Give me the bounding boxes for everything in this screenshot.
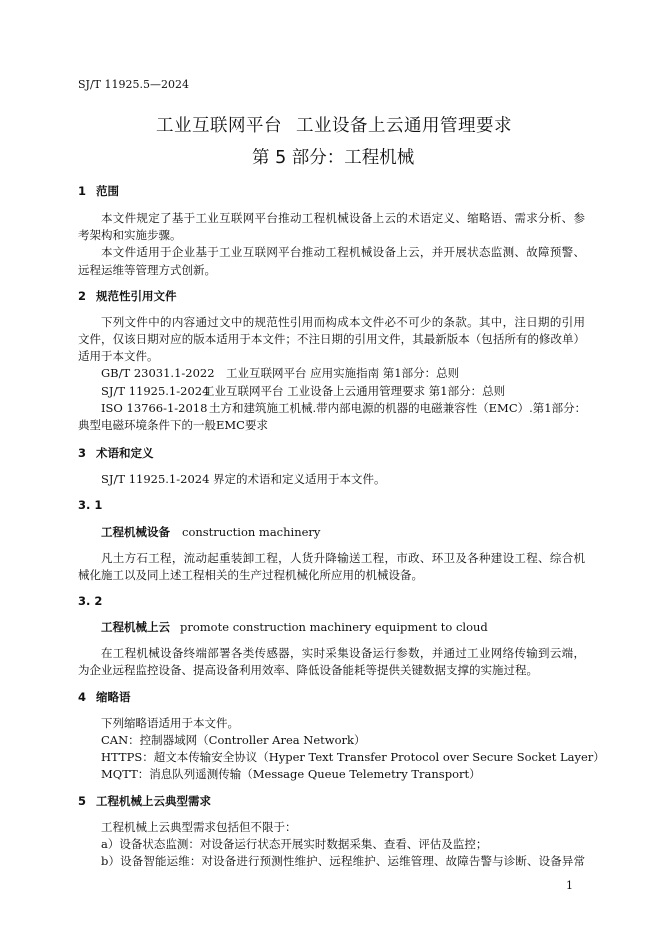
- section-5-number: 5: [78, 794, 87, 808]
- s2-p1-line1: 下列文件中的内容通过文中的规范性引用而构成本文件必不可少的条款。其中，注日期的引用: [101, 315, 585, 329]
- s5-item-b: b）设备智能运维：对设备进行预测性维护、远程维护、运维管理、故障告警与诊断、设备异常: [101, 854, 585, 868]
- ref-3-line2: 典型电磁环境条件下的一般EMC要求: [78, 418, 268, 432]
- term-3-2-def-line1: 在工程机械设备终端部署各类传感器，实时采集设备运行参数，并通过工业网络传输到云端，: [101, 646, 585, 660]
- standard-number: SJ/T 11925.5—2024: [78, 78, 189, 91]
- section-3-heading: 术语和定义: [96, 446, 154, 460]
- title-line2: 第 5 部分：工程机械: [252, 148, 415, 168]
- section-2-number: 2: [78, 289, 87, 303]
- section-1-number: 1: [78, 184, 87, 198]
- ref-2-title: 工业互联网平台 工业设备上云通用管理要求 第1部分：总则: [203, 384, 506, 398]
- s1-p1-line2: 考架构和实施步骤。: [78, 228, 182, 242]
- page-number: 1: [566, 879, 573, 892]
- s3-intro: SJ/T 11925.1-2024 界定的术语和定义适用于本文件。: [101, 472, 386, 486]
- ref-3-code: ISO 13766-1-2018: [101, 401, 208, 415]
- ref-1-title: 工业互联网平台 应用实施指南 第1部分：总则: [226, 366, 460, 380]
- section-3-number: 3: [78, 446, 87, 460]
- section-2-heading: 规范性引用文件: [96, 289, 177, 303]
- s1-p1-line1: 本文件规定了基于工业互联网平台推动工程机械设备上云的术语定义、缩略语、需求分析、参: [101, 211, 585, 225]
- abbr-mqtt: MQTT：消息队列遥测传输（Message Queue Telemetry Transport）: [101, 767, 481, 781]
- ref-1-code: GB/T 23031.1-2022: [101, 366, 215, 380]
- term-3-2-en: promote construction machinery equipment to cloud: [180, 620, 488, 634]
- term-3-1-en: construction machinery: [182, 525, 321, 539]
- section-4-heading: 缩略语: [96, 690, 131, 704]
- ref-3-title: 土方和建筑施工机械.带内部电源的机器的电磁兼容性（EMC）.第1部分：: [209, 401, 587, 415]
- section-4-number: 4: [78, 690, 87, 704]
- term-3-2-cn: 工程机械上云: [101, 620, 170, 634]
- title-line1-left: 工业互联网平台: [156, 116, 282, 136]
- ref-2-code: SJ/T 11925.1-2024: [101, 384, 210, 398]
- term-3-1-number: 3. 1: [78, 498, 103, 512]
- s5-intro: 工程机械上云典型需求包括但不限于：: [101, 820, 297, 834]
- section-1-heading: 范围: [96, 184, 119, 198]
- section-5-heading: 工程机械上云典型需求: [96, 794, 211, 808]
- s1-p2-line1: 本文件适用于企业基于工业互联网平台推动工程机械设备上云，并开展状态监测、故障预警、: [101, 245, 585, 259]
- term-3-1-cn: 工程机械设备: [101, 525, 170, 539]
- s5-item-a: a）设备状态监测：对设备运行状态开展实时数据采集、查看、评估及监控；: [101, 837, 488, 851]
- term-3-1-def-line2: 械化施工以及同上述工程相关的生产过程机械化所应用的机械设备。: [78, 568, 423, 582]
- abbr-can: CAN：控制器域网（Controller Area Network）: [101, 733, 366, 747]
- s4-intro: 下列缩略语适用于本文件。: [101, 716, 239, 730]
- s1-p2-line2: 远程运维等管理方式创新。: [78, 263, 216, 277]
- title-line1-right: 工业设备上云通用管理要求: [296, 116, 512, 136]
- s2-p1-line2: 文件，仅该日期对应的版本适用于本文件；不注日期的引用文件，其最新版本（包括所有的修改单）: [78, 332, 585, 346]
- term-3-2-def-line2: 为企业远程监控设备、提高设备利用效率、降低设备能耗等提供关键数据支撑的实施过程。: [78, 663, 538, 677]
- term-3-2-number: 3. 2: [78, 594, 103, 608]
- term-3-1-def-line1: 凡土方石工程，流动起重装卸工程，人货升降输送工程，市政、环卫及各种建设工程、综合机: [101, 551, 585, 565]
- abbr-https: HTTPS：超文本传输安全协议（Hyper Text Transfer Protocol over Secure Socket Layer）: [101, 750, 605, 764]
- s2-p1-line3: 适用于本文件。: [78, 349, 159, 363]
